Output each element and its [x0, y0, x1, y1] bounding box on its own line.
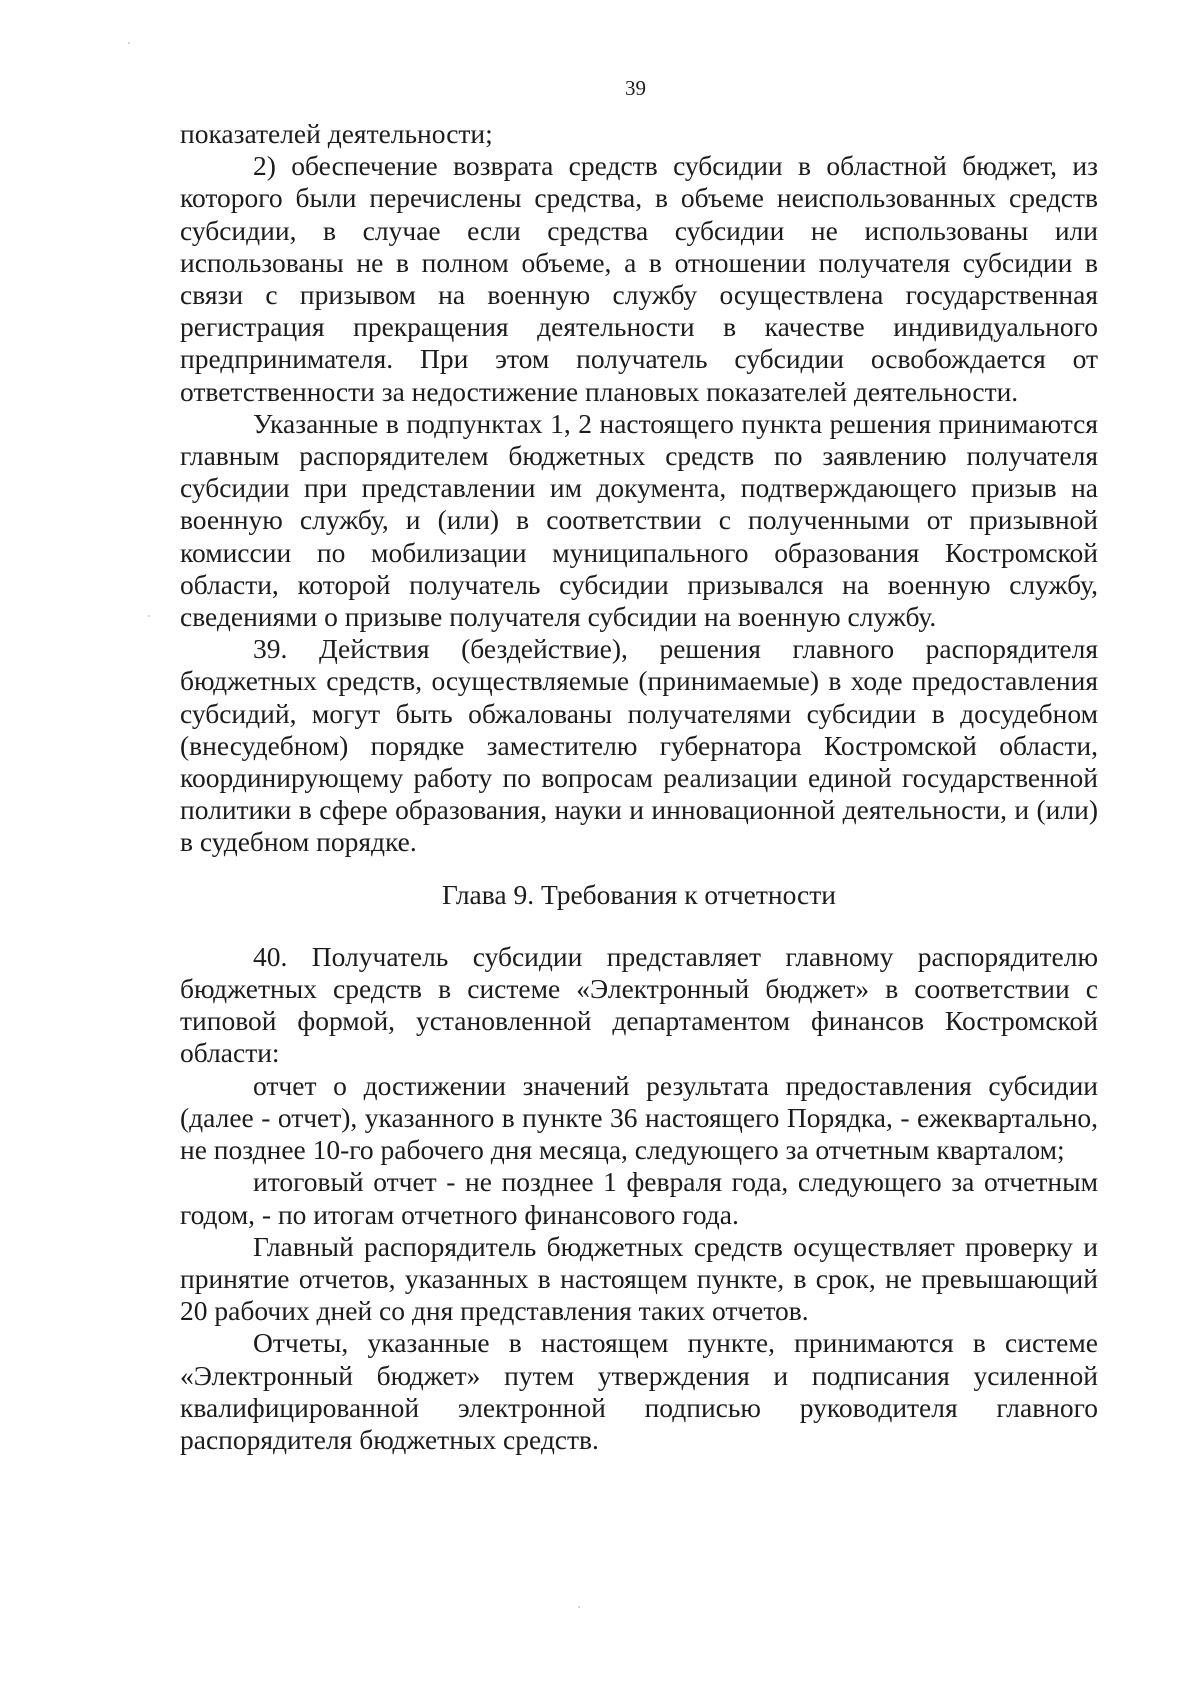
paragraph-quarterly-report: отчет о достижении значений результата предоставления субсидии (далее - отчет), указанного в пункте 36 настоящего Порядка, - ежеквартально, не позднее 10-го рабочего дня месяца, следующего за отчетным кварталом; [180, 1069, 1098, 1166]
scan-speck [128, 42, 130, 44]
paragraph-item-39: 39. Действия (бездействие), решения главного распорядителя бюджетных средств, осуществляемые (принимаемые) в ходе предоставления субсидий, могут быть обжалованы получателями субсидии в досудебном (внесудебном) порядке заместителю губернатора Костромской области, координирующему работу по вопросам реализации единой государственной политики в сфере образования, науки и инновационной деятельности, и (или) в судебном порядке. [180, 633, 1098, 858]
paragraph-final-report: итоговый отчет - не позднее 1 февраля года, следующего за отчетным годом, - по итогам отчетного финансового года. [180, 1166, 1098, 1230]
paragraph-decisions: Указанные в подпунктах 1, 2 настоящего пункта решения принимаются главным распорядителем бюджетных средств по заявлению получателя субсидии при представлении им документа, подтверждающего призыв на военную службу, и (или) в соответствии с полученными от призывной комиссии по мобилизации муниципального образования Костромской области, которой получатель субсидии призывался на военную службу, сведениями о призыве получателя субсидии на военную службу. [180, 407, 1098, 633]
document-body [180, 118, 1098, 1456]
chapter-heading: Глава 9. Требования к отчетности [442, 878, 836, 910]
paragraph-subitem-2: 2) обеспечение возврата средств субсидии в областной бюджет, из которого были перечислены средства, в объеме неиспользованных средств субсидии, в случае если средства субсидии не использованы или использованы не в полном объеме, а в отношении получателя субсидии в связи с призывом на военную службу осуществлена государственная регистрация прекращения деятельности в качестве индивидуального предпринимателя. При этом получатель субсидии освобождается от ответственности за недостижение плановых показателей деятельности. [180, 150, 1098, 407]
paragraph-report-check: Главный распорядитель бюджетных средств осуществляет проверку и принятие отчетов, указанных в настоящем пункте, в срок, не превышающий 20 рабочих дней со дня представления таких отчетов. [180, 1230, 1098, 1327]
paragraph-item-40: 40. Получатель субсидии представляет главному распорядителю бюджетных средств в системе «Электронный бюджет» в соответствии с типовой формой, установленной департаментом финансов Костромской области: [180, 940, 1098, 1069]
scan-speck [148, 615, 150, 617]
page-number: 39 [625, 76, 646, 100]
paragraph-continuation: показателей деятельности; [180, 118, 493, 149]
paragraph-report-signing: Отчеты, указанные в настоящем пункте, принимаются в системе «Электронный бюджет» путем утверждения и подписания усиленной квалифицированной электронной подписью руководителя главного распорядителя бюджетных средств. [180, 1327, 1098, 1455]
scan-speck [578, 1606, 580, 1608]
